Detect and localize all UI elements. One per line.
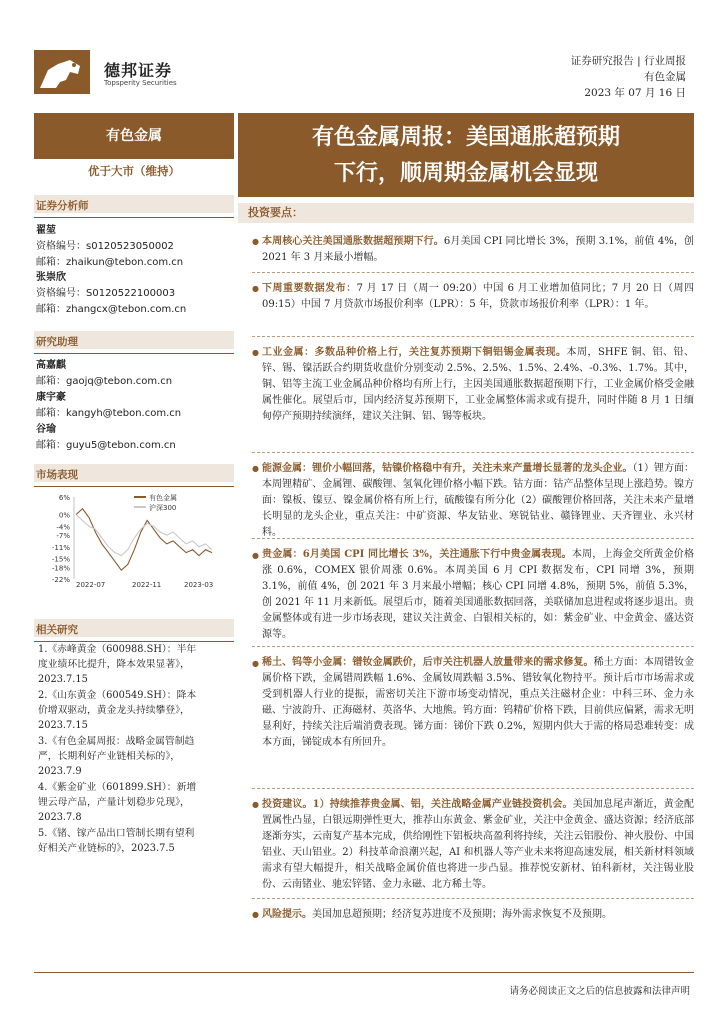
assistant-name: 康宇豪: [36, 392, 66, 403]
bullet-icon: ●: [252, 551, 259, 560]
assistant-email[interactable]: 邮箱：kangyh@tebon.com.cn: [36, 408, 182, 419]
assistant-name: 高嘉麒: [36, 360, 66, 371]
paragraph: 本周核心关注美国通胀数据超预期下行。6月美国 CPI 同比增长 3%，预期 3.1%，前值 4%，创 2021 年 3 月来最小增幅。: [262, 236, 694, 263]
bullet-icon: ●: [252, 910, 259, 919]
analyst-email[interactable]: 邮箱：zhangcx@tebon.com.cn: [36, 304, 187, 315]
bullet-icon: ●: [252, 659, 259, 668]
analysts-heading: 证券分析师: [34, 198, 234, 218]
market-heading: 市场表现: [34, 467, 234, 487]
bullet-icon: ●: [252, 284, 259, 293]
related-item-1[interactable]: 1.《赤峰黄金（600988.SH）：半年 度业绩环比提升，降本效果显著》， 2023.7.15: [38, 644, 197, 685]
analyst-name: 张崇欣: [36, 272, 66, 283]
title-line-2: 下行，顺周期金属机会显现: [333, 160, 598, 186]
analyst-email[interactable]: 邮箱：zhaikun@tebon.com.cn: [36, 257, 184, 268]
report-date: 2023 年 07 月 16 日: [584, 87, 686, 99]
assistant-email[interactable]: 邮箱：gaojq@tebon.com.cn: [36, 376, 173, 387]
paragraph: 稀土、钨等小金属：镨钕金属跌价，后市关注机器人放量带来的需求修复。稀土方面：本周镨钕金属价格下跌，金属镨周跌幅 1.6%、金属钕周跌幅 3.5%、镨钕氧化物持平。预计后市市场需求或受到机器人行业的提振，需密切关注下游市场变动情况，重点关注磁材企业：中科三环、金力永磁、宁波韵升、正海磁材、英洛华、大地熊。钨方面：钨精矿价格下跌，目前供应偏紧，需求无明显利好，持续关注后端消费表现。锑方面：锑价下跌 0.2%，短期内供大于需的格局恐难转变：成本方面，锑锭成本有所回升。: [262, 657, 695, 748]
report-sector: 有色金属: [644, 71, 686, 83]
related-heading: 相关研究: [34, 622, 234, 642]
y-tick-label: -11%: [51, 543, 70, 552]
title-line-1: 有色金属周报：美国通胀超预期: [311, 124, 620, 150]
report-title: [238, 113, 694, 197]
bullet-icon: ●: [252, 348, 259, 357]
analyst-cert: 资格编号：s0120523050002: [36, 241, 174, 252]
paragraph: 工业金属：多数品种价格上行，关注复苏预期下铜铝锡金属表现。本周，SHFE 铜、铝、铅、锌、锡、镍活跃合约期货收盘价分别变动 2.5%、2.5%、1.5%、2.4%、-0.3%、1.7%。其中，铜、铝等主流工业金属品种价格均有所上行，主因美国通胀数据超预期下行，工业金属价格受金融属性催化。展望后市，国内经济复苏预期下，工业金属整体需求或有提升，同时伴随 8 月 1 日缅甸停产预期持续演绎，建议关注铜、铝、锡等板块。: [262, 347, 694, 422]
brand-name-en: Topsperity Securities: [104, 79, 177, 87]
x-tick-label: 2023-03: [184, 581, 214, 589]
bullet-icon: ●: [252, 464, 259, 473]
sector-label: 有色金属: [34, 113, 234, 159]
paragraph: 下周重要数据发布：7 月 17 日（周一 09:20）中国 6 月工业增加值同比；7 月 20 日（周四 09:15）中国 7 月贷款市场报价利率（LPR）：5 年，贷款市场报价利率（LPR）：1 年。: [262, 283, 694, 310]
related-item-5[interactable]: 5.《锗、镓产品出口管制长期有望利 好相关产业链标的》，2023.7.5: [38, 828, 195, 854]
series-line-有色金属: [76, 509, 212, 571]
paragraph: 风险提示。美国加息超预期；经济复苏进度不及预期；海外需求恢复不及预期。: [262, 909, 612, 920]
report-type: 证券研究报告 | 行业周报: [570, 55, 686, 67]
y-tick-label: -22%: [51, 576, 70, 584]
assistant-name: 谷瑜: [36, 424, 56, 435]
legend-label: 有色金属: [149, 494, 177, 502]
section-heading: 投资要点：: [238, 203, 694, 223]
paragraph: 能源金属：锂价小幅回落，钴镍价格稳中有升，关注未来产量增长显著的龙头企业。（1）锂方面：本周锂精矿、金属锂、碳酸锂、氢氧化锂价格小幅下跌。钴方面：钴产品整体呈现上涨趋势。镍方面：镍板、镍豆、镍金属价格有所上行，硫酸镍有所分化（2）碳酸锂价格回落，关注未来产量增长明显的龙头企业，重点关注：中矿资源、华友钴业、寒锐钴业、赣锋锂业、天齐锂业、永兴材料。: [262, 463, 694, 538]
assistants-heading: 研究助理: [34, 334, 234, 354]
paragraph: 投资建议。1）持续推荐贵金属、铝，关注战略金属产业链投资机会。美国加息尾声渐近，黄金配置属性凸显，白银远期弹性更大，推荐山东黄金、紫金矿业，关注中金黄金、盛达资源；经济底部逐渐夯实，云南复产基本完成，供给刚性下铝板块高盈利将持续，关注云铝股份、神火股份、中国铝业、天山铝业。2）科技革命浪潮兴起，AI 和机器人等产业未来将迎高速发展，相关新材料领域需求有望大幅提升，相关战略金属价值也将进一步凸显。推荐悦安新材、铂科新材，关注锡业股份、云南锗业、驰宏锌锗、金力永磁、北方稀土等。: [262, 799, 694, 890]
series-line-沪深300: [76, 515, 212, 556]
analyst-name: 翟堃: [36, 225, 56, 236]
x-tick-label: 2022-07: [76, 581, 106, 589]
related-item-3[interactable]: 3.《有色金属周报：战略金属管制趋 严，长期利好产业链相关标的》， 2023.7.9: [38, 736, 195, 777]
y-tick-label: -4%: [56, 523, 70, 532]
analyst-cert: 资格编号：S0120522100003: [36, 288, 176, 299]
market-chart: [34, 489, 234, 589]
related-item-2[interactable]: 2.《山东黄金（600549.SH）：降本 价增双驱动，黄金龙头持续攀登》， 2023.7.15: [38, 690, 197, 731]
x-tick-label: 2022-11: [132, 581, 162, 589]
footer-disclaimer: 请务必阅读正文之后的信息披露和法律声明: [509, 986, 690, 997]
related-item-4[interactable]: 4.《紫金矿业（601899.SH）：新增 锂云母产品，产量计划稳步兑现》， 2023.7.8: [38, 782, 197, 823]
bullet-icon: ●: [252, 237, 259, 246]
brand-logo-icon: [34, 50, 90, 94]
y-tick-label: -7%: [56, 532, 70, 541]
bullet-icon: ●: [252, 800, 259, 809]
paragraph: 贵金属：6月美国 CPI 同比增长 3%，关注通胀下行中贵金属表现。本周，上海金交所黄金价格涨 0.6%，COMEX 银价周涨 0.6%。本周美国 6 月 CPI 数据发布，CPI 同增 3%，预期 3.1%，前值 4%，创 2021 年 3 月来最小增幅；核心 CPI 同增 4.8%，预期 5%，前值 5.3%，创 2021 年 11 月来新低。展望后市，随着美国通胀数据回落，美联储加息进程或将逐步退出。贵金属整体或有进一步市场表现，建议关注黄金、白银相关标的，如：紫金矿业、中金黄金、盛达资源等。: [262, 549, 694, 640]
assistant-email[interactable]: 邮箱：guyu5@tebon.com.cn: [36, 440, 176, 451]
rating: 优于大市（维持）: [88, 164, 180, 178]
y-tick-label: 6%: [58, 494, 70, 502]
y-tick-label: -18%: [51, 564, 70, 573]
brand-name: 德邦证券: [104, 61, 173, 80]
y-tick-label: -15%: [51, 555, 70, 564]
y-tick-label: 0%: [58, 511, 70, 520]
legend-label: 沪深300: [149, 504, 177, 512]
report-meta: [571, 53, 686, 101]
